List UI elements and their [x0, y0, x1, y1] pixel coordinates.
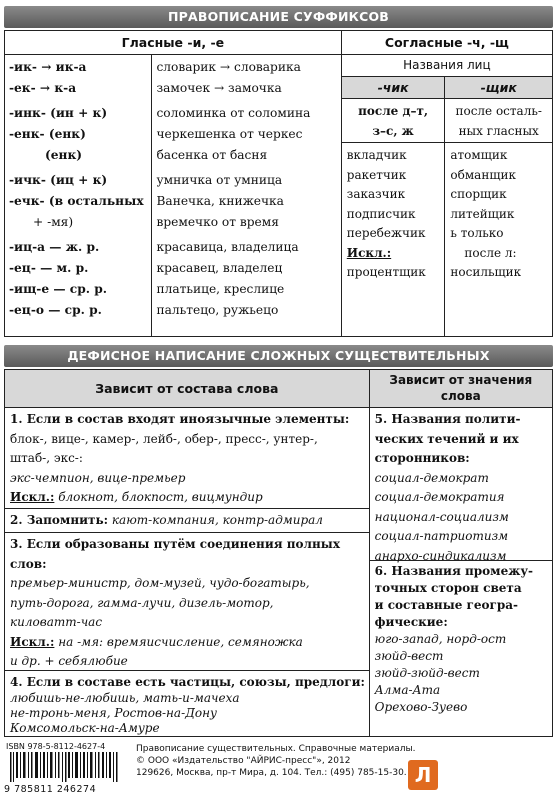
s5-example: социал-демократ: [374, 470, 489, 485]
s3-iskl: и др. + себялюбие: [10, 654, 128, 668]
rule-example: Ванечка, книжечка: [156, 194, 284, 208]
iskl-word: процентщик: [346, 265, 426, 279]
s5-example: анархо-синдикализм: [374, 548, 507, 563]
footer-line: 129626, Москва, пр-т Мира, д. 104. Тел.: (495) 785-15-30.: [136, 768, 407, 778]
s3-iskl: на -мя: времяисчисление, семяножка: [58, 634, 303, 649]
s6-title: и составные геогра-: [374, 598, 519, 612]
shchik-word: обманщик: [450, 167, 516, 182]
shchik-condition: ных гласных: [458, 123, 539, 138]
s2-text: кают-компания, контр-адмирал: [111, 513, 323, 527]
s4-example: любишь-не-любишь, мать-и-мачеха: [10, 691, 240, 705]
rule-example: замочек → замочка: [156, 81, 282, 95]
barcode-digits: 9 785811 246274: [4, 784, 97, 795]
iskl-label: Искл.:: [346, 245, 392, 260]
rule-example: красавица, владелица: [156, 240, 299, 254]
s4-example: Комсомольск-на-Амуре: [10, 721, 160, 735]
footer-line: © ООО «Издательство "АЙРИС-пресс"», 2012: [136, 756, 351, 766]
section-1: [5, 408, 369, 509]
s3-title: 3. Если образованы путём соединения полных: [10, 537, 340, 551]
suffix-table: [4, 30, 553, 337]
suffix-rules-col: [5, 55, 152, 336]
hyphen-table: [4, 369, 553, 737]
s6-example: юго-запад, норд-ост: [374, 632, 507, 646]
chik-col: [342, 77, 446, 336]
chik-word: заказчик: [346, 187, 406, 201]
rule-example: умничка от умница: [156, 173, 283, 187]
shchik-word: литейщик: [450, 206, 515, 221]
chik-word: перебежчик: [346, 226, 426, 240]
nosilshchik: носильщик: [450, 265, 522, 279]
s1-line: штаб-, экс-:: [10, 451, 83, 465]
s3-iskl-label: Искл.:: [10, 634, 55, 649]
rule-left: -ечк- (в остальных: [9, 194, 144, 208]
rule-example: басенка от басня: [156, 148, 268, 162]
footer-line: Правописание существительных. Справочные материалы.: [136, 744, 416, 754]
rule-example: красавец, владелец: [156, 261, 283, 275]
section-6: [370, 561, 552, 736]
rule-left: -инк- (ин + к): [9, 106, 108, 120]
section-2: [5, 509, 369, 533]
s6-title: 6. Названия промежу-: [374, 564, 534, 578]
s5-example: социал-патриотизм: [374, 529, 509, 543]
s6-example: зюйд-зюйд-вест: [374, 666, 480, 680]
section-3: [5, 533, 369, 671]
s4-example: не-тронь-меня, Ростов-на-Дону: [10, 706, 217, 720]
chik-word: подписчик: [346, 206, 416, 221]
s6-title: фические:: [374, 615, 448, 629]
s2-title: 2. Запомнить:: [10, 513, 109, 527]
consonants-header: Согласные -ч, -щ: [342, 31, 552, 54]
footer: [0, 740, 557, 800]
rule-example: времечко от время: [156, 215, 279, 229]
publisher-logo: Л: [408, 760, 438, 790]
barcode-icon: [8, 752, 120, 786]
s3-example: путь-дорога, гамма-лучи, дизель-мотор,: [10, 595, 274, 610]
s1-title: 1. Если в состав входят иноязычные элементы:: [10, 412, 350, 426]
rule-example: словарик → словарика: [156, 60, 301, 74]
suffix-examples-col: [152, 55, 341, 336]
s6-example: Алма-Ата: [374, 683, 441, 697]
s5-example: социал-демократия: [374, 490, 505, 504]
top-banner: ПРАВОПИСАНИЕ СУФФИКСОВ: [4, 6, 553, 28]
section-4: [5, 671, 369, 736]
chik-word: вкладчик: [346, 148, 407, 162]
rule-example: соломинка от соломина: [156, 106, 311, 120]
consonants-col: [342, 55, 552, 336]
shchik-word: спорщик: [450, 187, 507, 201]
s1-line: блок-, вице-, камер-, лейб-, обер-, пресс-, унтер-,: [10, 431, 318, 446]
shchik-header: -щик: [445, 77, 552, 99]
s3-example: премьер-министр, дом-музей, чудо-богатырь,: [10, 576, 310, 590]
rule-left: -ичк- (иц + к): [9, 173, 108, 187]
right-header: Зависит от значения слова: [370, 370, 552, 407]
vowels-header: Гласные -и, -е: [5, 31, 342, 54]
chik-header: -чик: [342, 77, 445, 99]
chik-condition: з–с, ж: [372, 123, 414, 138]
s3-example: киловатт-час: [10, 615, 103, 629]
chik-word: ракетчик: [346, 167, 407, 182]
shchik-word: атомщик: [450, 148, 508, 162]
names-header: Названия лиц: [342, 55, 552, 77]
s1-iskl-label: Искл.:: [10, 490, 55, 504]
section-5: [370, 408, 552, 561]
rule-example: черкешенка от черкес: [156, 127, 303, 141]
rule-left: -ик- → ик-а: [9, 60, 87, 74]
s5-title: ческих течений и их: [374, 431, 519, 446]
s1-iskl: блокнот, блокпост, вицмундир: [58, 490, 263, 504]
rule-example: платьице, креслице: [156, 282, 285, 296]
bottom-banner: ДЕФИСНОЕ НАПИСАНИЕ СЛОЖНЫХ СУЩЕСТВИТЕЛЬНЫХ: [4, 345, 553, 367]
left-col: [5, 408, 370, 736]
rule-left: + -мя): [33, 215, 74, 229]
rule-left: -ец-о — ср. р.: [9, 303, 102, 317]
s6-title: точных сторон света: [374, 581, 522, 595]
s1-example: экс-чемпион, вице-премьер: [10, 470, 186, 485]
rule-left: -ищ-е — ср. р.: [9, 282, 107, 296]
rule-left: -иц-а — ж. р.: [9, 240, 100, 254]
s5-example: национал-социализм: [374, 509, 509, 524]
rule-left: -енк- (енк): [9, 127, 86, 141]
s3-title: слов:: [10, 556, 47, 571]
rule-example: пальтецо, ружьецо: [156, 303, 279, 317]
shchik-col: [445, 77, 552, 336]
left-header: Зависит от состава слова: [5, 370, 370, 407]
rule-left: -ец- — м. р.: [9, 261, 89, 275]
shchik-condition: после осталь-: [455, 104, 542, 118]
s6-example: зюйд-вест: [374, 649, 444, 663]
s5-title: 5. Названия полити-: [374, 412, 521, 426]
posle-l: после л:: [464, 245, 517, 260]
s4-title: 4. Если в составе есть частицы, союзы, предлоги:: [10, 675, 365, 689]
shchik-word: ь только: [450, 226, 504, 240]
s6-example: Орехово-Зуево: [374, 700, 468, 714]
s5-title: сторонников:: [374, 451, 470, 465]
rule-left: -ек- → к-а: [9, 81, 77, 95]
rule-left: (енк): [45, 148, 83, 162]
chik-condition: после д–т,: [358, 104, 429, 118]
isbn: ISBN 978-5-8112-4627-4: [6, 742, 106, 751]
right-col: [370, 408, 552, 736]
